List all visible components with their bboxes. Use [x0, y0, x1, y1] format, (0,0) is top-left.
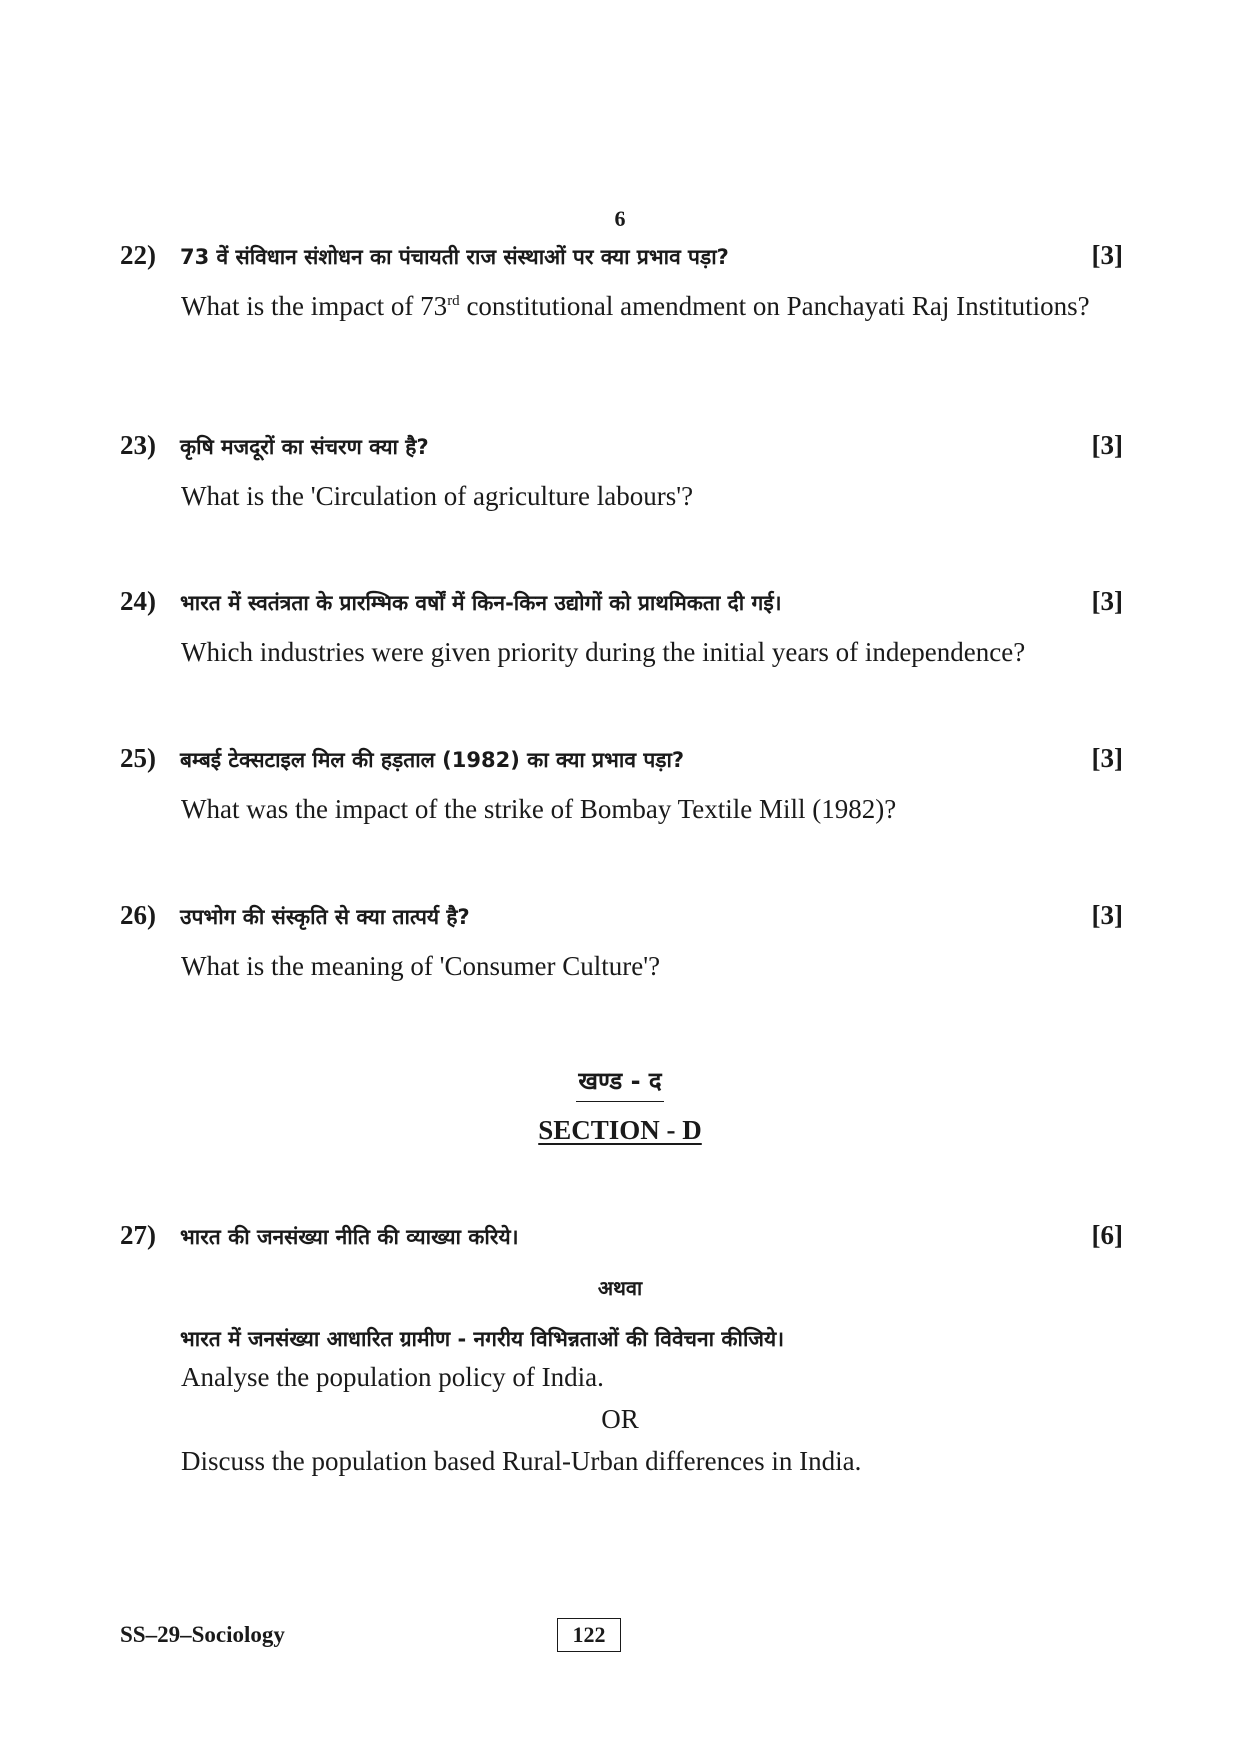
question-text-hindi: कृषि मजदूरों का संचरण क्या है? — [180, 435, 429, 459]
question-marks: [3] — [1091, 240, 1123, 270]
question-alt-text-hindi: भारत में जनसंख्या आधारित ग्रामीण - नगरीय विभिन्नताओं की विवेचना कीजिये। — [180, 1327, 785, 1351]
section-heading-hindi-text: खण्ड - द — [576, 1064, 663, 1102]
question-text-english-part: What is the impact of 73 — [181, 291, 448, 321]
ordinal-suffix: rd — [447, 293, 460, 309]
question-number: 24) — [120, 586, 156, 616]
paper-code: SS–29–Sociology — [120, 1622, 285, 1647]
question-alt-text-english: Discuss the population based Rural-Urban differences in India. — [181, 1446, 862, 1476]
question-marks: [3] — [1091, 586, 1123, 616]
question-number: 22) — [120, 240, 156, 270]
question-marks: [6] — [1091, 1220, 1123, 1250]
section-heading-hindi — [0, 1064, 1240, 1102]
question-text-english: What was the impact of the strike of Bombay Textile Mill (1982)? — [181, 794, 897, 824]
question-marks: [3] — [1091, 430, 1123, 460]
question-text-english: Which industries were given priority during the initial years of independence? — [181, 637, 1026, 667]
or-separator-hindi: अथवा — [597, 1276, 643, 1300]
question-number: 23) — [120, 430, 156, 460]
question-marks: [3] — [1091, 743, 1123, 773]
question-text-hindi: भारत में स्वतंत्रता के प्रारम्भिक वर्षों में किन-किन उद्योगों को प्राथमिकता दी गई। — [180, 591, 782, 615]
question-number: 25) — [120, 743, 156, 773]
question-text-hindi: भारत की जनसंख्या नीति की व्याख्या करिये। — [180, 1225, 519, 1249]
question-text-english — [181, 291, 1090, 322]
section-heading-english-text: SECTION - D — [538, 1115, 702, 1145]
question-text-hindi: 73 वें संविधान संशोधन का पंचायती राज संस्थाओं पर क्या प्रभाव पड़ा? — [180, 245, 729, 269]
footer-page-number: 122 — [557, 1618, 621, 1652]
question-text-hindi: उपभोग की संस्कृति से क्या तात्पर्य है? — [180, 905, 470, 929]
question-number: 27) — [120, 1220, 156, 1250]
page-number: 6 — [614, 206, 626, 231]
question-text-english: What is the meaning of 'Consumer Culture'? — [181, 951, 661, 981]
question-text-english: What is the 'Circulation of agriculture labours'? — [181, 481, 694, 511]
question-number: 26) — [120, 900, 156, 930]
question-text-hindi: बम्बई टेक्सटाइल मिल की हड़ताल (1982) का क्या प्रभाव पड़ा? — [180, 748, 685, 772]
question-marks: [3] — [1091, 900, 1123, 930]
question-text-english: Analyse the population policy of India. — [181, 1362, 604, 1392]
section-heading-english — [0, 1115, 1240, 1146]
question-text-english-part: constitutional amendment on Panchayati Raj Institutions? — [459, 291, 1090, 321]
or-separator-english: OR — [601, 1404, 639, 1434]
